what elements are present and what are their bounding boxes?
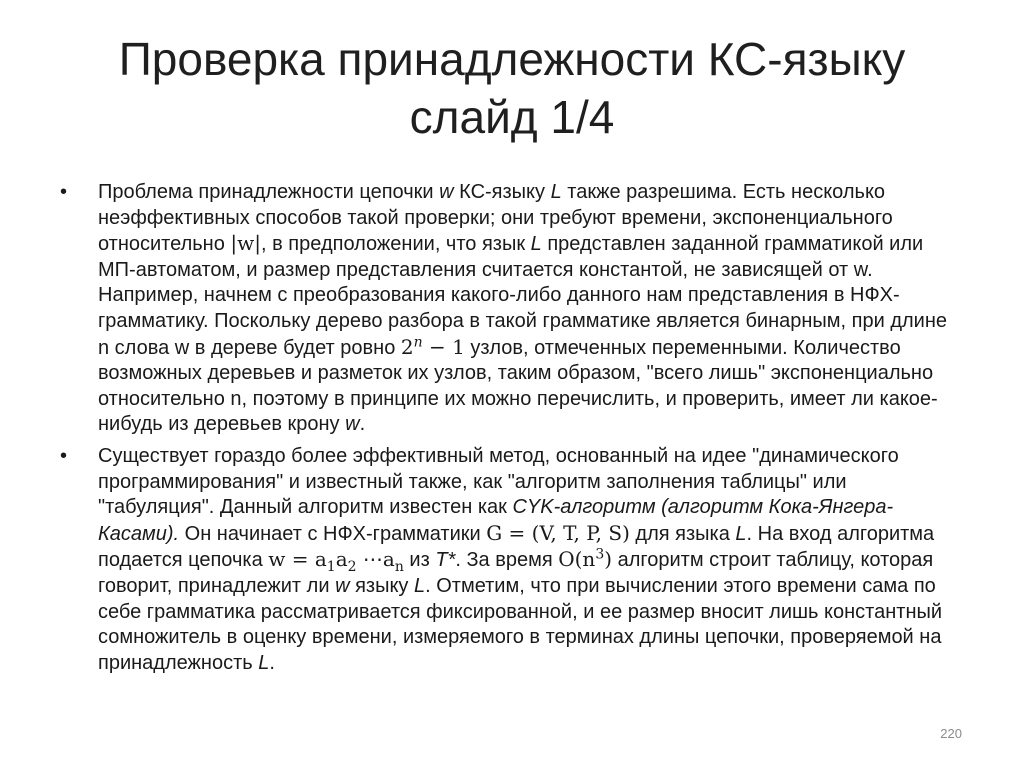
math-a: a [335,547,348,572]
math-exp-3: 3 [595,546,605,563]
text-run: Он начинает с НФХ-грамматики [179,522,487,545]
var-L: L [413,574,426,597]
text-run: . [269,651,275,674]
math-close-paren: ) [604,547,613,572]
math-big-o: O(n [558,547,596,572]
var-L: L [258,651,270,674]
math-dots-a: ⋯a [356,547,395,572]
var-w: w [345,413,360,436]
text-run: языку [349,574,414,597]
slide-title [40,30,984,146]
var-L: L [530,233,542,256]
math-abs-w: |w| [230,231,262,256]
text-run: Существует гораздо более эффективный метод, основанный на идее "динамического программирования" и известный также, как "алгоритм заполнения таблицы" или "табуляция". Данный алгоритм известен как [98,444,899,519]
text-run: алгоритм строит таблицу, которая говорит, принадлежит ли [98,549,934,597]
math-exp-n: n [413,333,423,350]
text-run: узлов, отмеченных переменными. Количество возможных деревьев и разметок их узлов, таким образом, "всего лишь" экспоненциально относительно n, поэтому в принципе их можно перечислить, и проверить, имеет ли какое-нибудь из деревьев крону [98,336,938,436]
math-sub-n: n [394,559,404,576]
text-run: . На вход алгоритма подается цепочка [98,522,935,572]
math-w-eq-a: w = a [268,547,327,572]
text-run: . За время [455,549,559,572]
bullet-marker: • [60,444,68,467]
math-grammar: G = (V, T, P, S) [486,520,630,545]
bullet-marker: • [60,181,68,203]
text-run: . [359,413,366,436]
text-run: для языка [629,522,736,545]
text-run: из [403,549,436,572]
text-run: КС-языку [453,181,551,203]
bullet-paragraph-1 [60,180,962,438]
var-T-star: T* [435,549,456,572]
math-two: 2 [400,334,414,359]
var-w: w [439,181,454,203]
slide-body [60,180,962,682]
math-minus-one: − 1 [422,334,465,359]
bullet-paragraph-2 [60,444,962,676]
cyk-name: CYK-алгоритм (алгоритм Кока-Янгера-Касами). [98,496,894,545]
slide-title-line-2: слайд 1/4 [409,91,615,143]
text-run: также разрешима. Есть несколько неэффективных способов такой проверки; они требуют времени, экспоненциального относительно [98,181,893,256]
math-sub-1: 1 [326,559,336,576]
text-run: . Отметим, что при вычислении этого времени сама по себе грамматика рассматривается фиксированной, и ее размер вносит лишь константный сомножитель в оценку времени, измеряемого в терминах длины цепочки, проверяемой на принадлежность [98,574,943,674]
math-sub-2: 2 [347,559,357,576]
text-run: , в предположении, что язык [261,233,531,256]
page-number: 220 [940,726,962,741]
text-run: Проблема принадлежности цепочки [98,181,440,203]
var-L: L [735,522,747,545]
var-w: w [335,574,350,597]
slide-title-line-1: Проверка принадлежности КС-языку [118,33,906,85]
text-run: представлен заданной грамматикой или МП-автоматом, и размер представления считается константой, не зависящей от w. Например, начнем с преобразования какого-либо данного нам представления в НФХ-грамматику. Поскольку дерево разбора в такой грамматике является бинарным, при длине n слова w в дереве будет ровно [98,233,948,359]
var-L: L [550,181,562,203]
